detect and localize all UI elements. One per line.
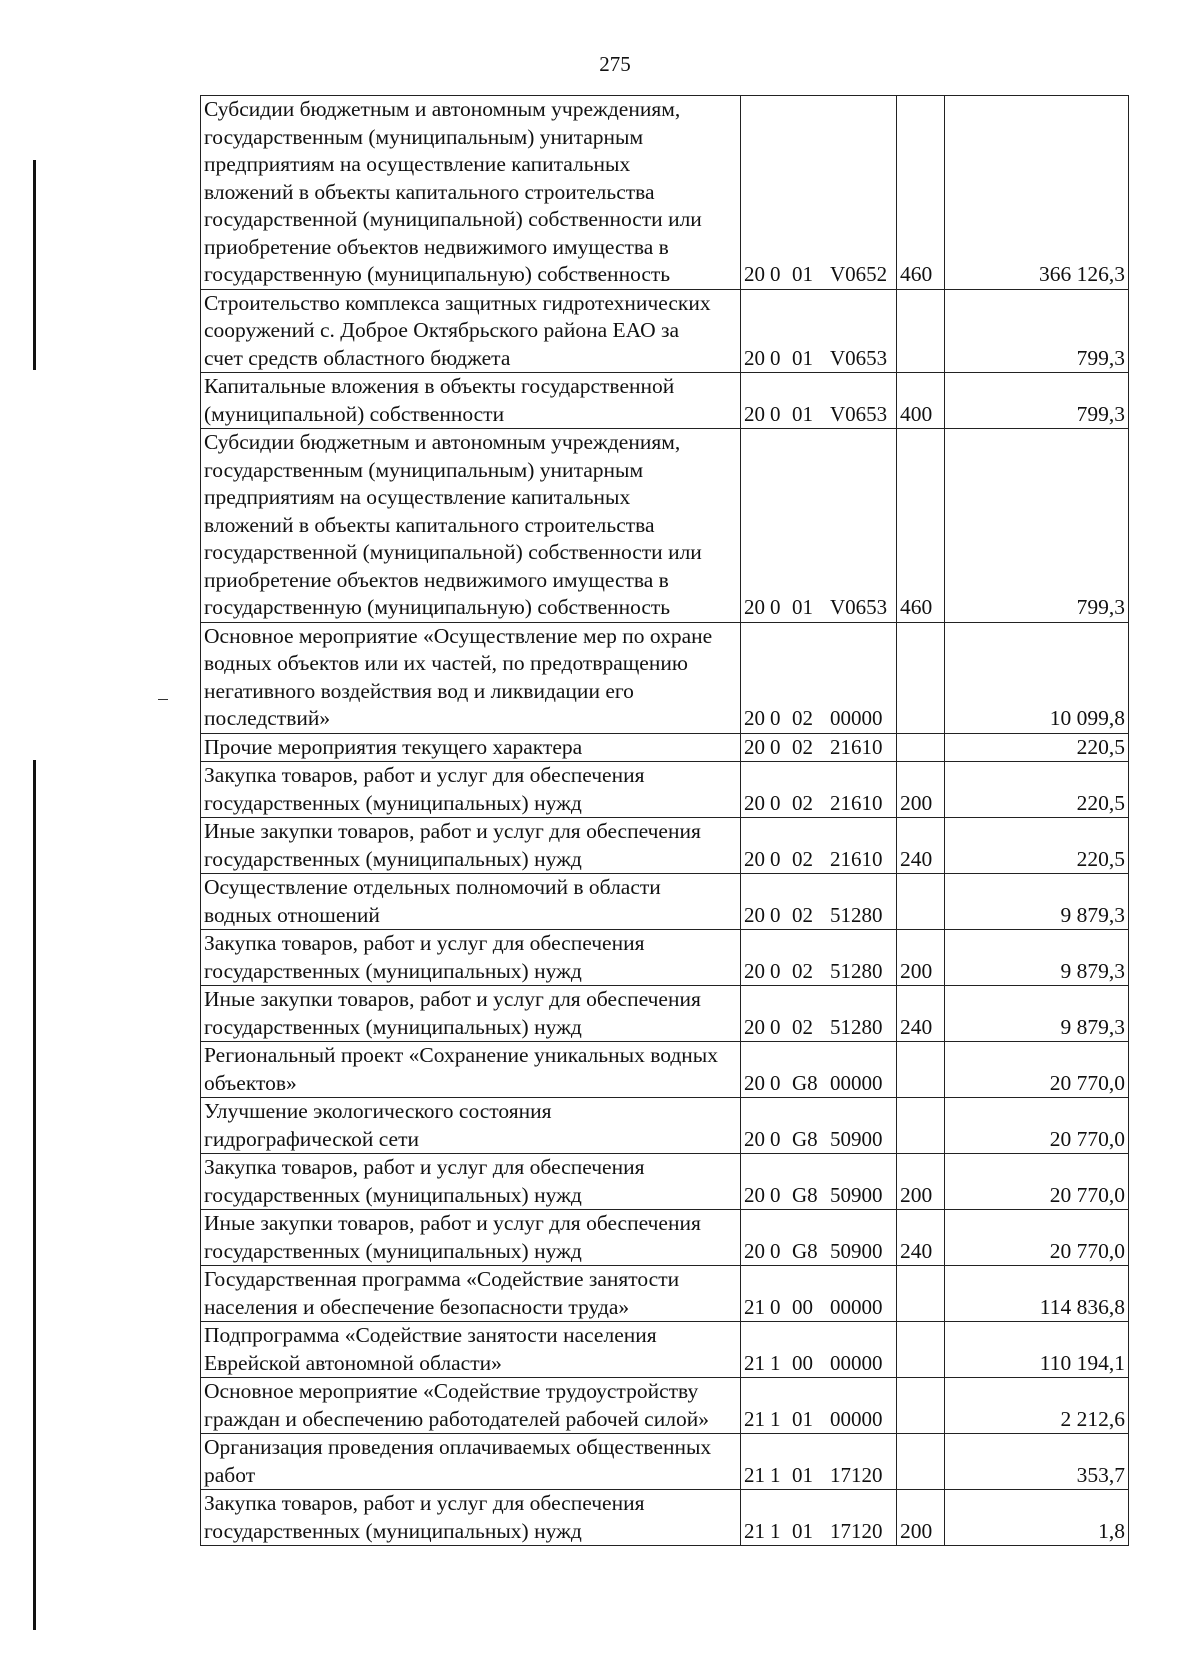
code-part: 00000	[830, 1070, 883, 1095]
code-part: V0653	[830, 345, 888, 370]
expense-type-cell	[897, 622, 945, 733]
code-part: 0	[770, 706, 781, 730]
code-part: 51280	[830, 1014, 883, 1039]
code-part: 20	[744, 846, 765, 871]
expense-type-cell	[897, 733, 945, 762]
table-row	[201, 762, 1129, 818]
table-row	[201, 373, 1129, 429]
expense-name-cell	[201, 1490, 741, 1546]
expense-name-line: Субсидии бюджетным и автономным учреждениям,	[204, 430, 681, 454]
amount-cell: 799,3	[945, 289, 1129, 373]
expense-name-line: сооружений с. Доброе Октябрьского района ЕАО за	[204, 318, 680, 342]
expense-name-line: Капитальные вложения в объекты государственной	[204, 374, 675, 398]
code-part: 0	[770, 790, 781, 815]
code-part: 20	[744, 1238, 765, 1263]
code-part: V0653	[830, 401, 888, 426]
expense-name-line: Закупка товаров, работ и услуг для обеспечения	[204, 931, 645, 955]
expense-type-cell: 200	[897, 1490, 945, 1546]
target-article-code-cell	[741, 1042, 897, 1098]
code-part: 20	[744, 902, 765, 927]
expense-name-line: государственной (муниципальной) собственности или	[204, 540, 702, 564]
expense-name-cell	[201, 1154, 741, 1210]
amount-cell: 9 879,3	[945, 874, 1129, 930]
code-part: 0	[770, 734, 781, 759]
expense-type-cell	[897, 1322, 945, 1378]
code-part: 01	[792, 262, 813, 286]
table-row	[201, 1434, 1129, 1490]
expense-type-cell: 200	[897, 762, 945, 818]
amount-cell: 799,3	[945, 429, 1129, 623]
amount-cell: 20 770,0	[945, 1042, 1129, 1098]
expense-name-line: Улучшение экологического состояния	[204, 1099, 552, 1123]
code-part: 20	[744, 706, 765, 730]
target-article-code-cell	[741, 429, 897, 623]
code-part: 02	[792, 790, 813, 815]
code-part: 0	[770, 958, 781, 983]
code-part: 00000	[830, 1406, 883, 1431]
expense-name-cell	[201, 622, 741, 733]
table-row	[201, 429, 1129, 623]
amount-cell: 110 194,1	[945, 1322, 1129, 1378]
code-part: 0	[770, 262, 781, 286]
code-part: 20	[744, 1126, 765, 1151]
expense-name-cell	[201, 930, 741, 986]
code-part: 0	[770, 1014, 781, 1039]
expense-name-line: приобретение объектов недвижимого имущества в	[204, 567, 669, 592]
amount-cell: 9 879,3	[945, 986, 1129, 1042]
code-part: 00	[792, 1294, 813, 1319]
code-part: 00000	[830, 1350, 883, 1375]
expense-type-cell	[897, 1042, 945, 1098]
code-part: 21610	[830, 846, 883, 871]
expense-name-line: государственных (муниципальных) нужд	[204, 790, 582, 815]
code-part: 21610	[830, 790, 883, 815]
expense-name-line: государственную (муниципальную) собственность	[204, 595, 671, 619]
expense-name-line: государственным (муниципальным) унитарным	[204, 124, 644, 149]
expense-type-cell	[897, 874, 945, 930]
amount-cell: 1,8	[945, 1490, 1129, 1546]
code-part: 20	[744, 595, 765, 619]
amount-cell: 20 770,0	[945, 1210, 1129, 1266]
amount-cell: 220,5	[945, 733, 1129, 762]
code-part: 20	[744, 401, 765, 426]
expense-name-line: государственным (муниципальным) унитарным	[204, 457, 644, 482]
code-part: 02	[792, 846, 813, 871]
expense-name-line: Еврейской автономной области»	[204, 1350, 502, 1375]
code-part: 20	[744, 1182, 765, 1207]
code-part: 02	[792, 1014, 813, 1039]
expense-name-line: Осуществление отдельных полномочий в области	[204, 875, 661, 899]
expense-name-line: граждан и обеспечению работодателей рабочей силой»	[204, 1406, 709, 1431]
expense-name-line: государственной (муниципальной) собственности или	[204, 207, 702, 231]
code-part: 1	[770, 1350, 781, 1375]
expense-name-cell	[201, 986, 741, 1042]
code-part: 20	[744, 958, 765, 983]
code-part: 0	[770, 1070, 781, 1095]
expense-name-line: Основное мероприятие «Осуществление мер по охране	[204, 623, 713, 648]
code-part: 0	[770, 345, 781, 370]
expense-name-line: государственных (муниципальных) нужд	[204, 846, 582, 871]
target-article-code-cell	[741, 96, 897, 290]
code-part: 0	[770, 1126, 781, 1151]
expense-name-line: Организация проведения оплачиваемых общественных	[204, 1435, 712, 1459]
table-row	[201, 289, 1129, 373]
expense-name-cell	[201, 1266, 741, 1322]
expense-name-line: предприятиям на осуществление капитальных	[204, 485, 631, 509]
amount-cell: 114 836,8	[945, 1266, 1129, 1322]
budget-table	[200, 95, 1129, 1546]
expense-type-cell	[897, 289, 945, 373]
table-row	[201, 1098, 1129, 1154]
table-row	[201, 1210, 1129, 1266]
amount-cell: 10 099,8	[945, 622, 1129, 733]
target-article-code-cell	[741, 1098, 897, 1154]
expense-name-line: предприятиям на осуществление капитальных	[204, 152, 631, 176]
code-part: 21610	[830, 734, 883, 759]
table-row	[201, 622, 1129, 733]
table-row	[201, 1042, 1129, 1098]
expense-name-line: Иные закупки товаров, работ и услуг для обеспечения	[204, 987, 701, 1011]
target-article-code-cell	[741, 762, 897, 818]
code-part: 21	[744, 1350, 765, 1375]
table-row	[201, 733, 1129, 762]
code-part: V0653	[830, 595, 888, 619]
expense-name-cell	[201, 762, 741, 818]
expense-name-line: (муниципальной) собственности	[204, 401, 505, 426]
target-article-code-cell	[741, 986, 897, 1042]
expense-type-cell	[897, 1378, 945, 1434]
code-part: 0	[770, 401, 781, 426]
expense-name-cell	[201, 289, 741, 373]
expense-name-cell	[201, 1042, 741, 1098]
code-part: 01	[792, 345, 813, 370]
code-part: 01	[792, 595, 813, 619]
expense-name-line: Строительство комплекса защитных гидротехнических	[204, 290, 711, 315]
target-article-code-cell	[741, 930, 897, 986]
code-part: 0	[770, 595, 781, 619]
expense-name-line: Государственная программа «Содействие занятости	[204, 1267, 680, 1291]
expense-name-line: Основное мероприятие «Содействие трудоустройству	[204, 1379, 699, 1403]
expense-name-line: Закупка товаров, работ и услуг для обеспечения	[204, 763, 645, 787]
scan-edge-mark-bottom	[33, 760, 36, 1630]
expense-name-line: государственных (муниципальных) нужд	[204, 1518, 582, 1543]
expense-name-line: государственных (муниципальных) нужд	[204, 958, 582, 983]
code-part: 20	[744, 734, 765, 759]
code-part: 02	[792, 706, 813, 730]
amount-cell: 9 879,3	[945, 930, 1129, 986]
code-part: 00000	[830, 706, 883, 730]
expense-type-cell	[897, 1434, 945, 1490]
expense-name-line: Подпрограмма «Содействие занятости населения	[204, 1323, 657, 1347]
expense-name-cell	[201, 733, 741, 762]
target-article-code-cell	[741, 874, 897, 930]
expense-type-cell: 460	[897, 429, 945, 623]
scan-dash-mark	[158, 699, 168, 700]
code-part: 50900	[830, 1182, 883, 1207]
table-row	[201, 1378, 1129, 1434]
code-part: V0652	[830, 262, 888, 286]
expense-name-line: водных объектов или их частей, по предотвращению	[204, 651, 688, 675]
expense-name-line: вложений в объекты капитального строительства	[204, 179, 655, 204]
code-part: 50900	[830, 1238, 883, 1263]
table-row	[201, 874, 1129, 930]
code-part: 17120	[830, 1462, 883, 1487]
expense-name-line: негативного воздействия вод и ликвидации его	[204, 678, 634, 703]
expense-name-line: государственную (муниципальную) собственность	[204, 262, 671, 286]
amount-cell: 220,5	[945, 762, 1129, 818]
expense-type-cell: 240	[897, 1210, 945, 1266]
expense-name-line: приобретение объектов недвижимого имущества в	[204, 234, 669, 259]
target-article-code-cell	[741, 818, 897, 874]
expense-name-line: государственных (муниципальных) нужд	[204, 1238, 582, 1263]
target-article-code-cell	[741, 1266, 897, 1322]
target-article-code-cell	[741, 373, 897, 429]
expense-name-line: Закупка товаров, работ и услуг для обеспечения	[204, 1155, 645, 1179]
code-part: G8	[792, 1126, 818, 1151]
code-part: G8	[792, 1070, 818, 1095]
code-part: 02	[792, 734, 813, 759]
expense-name-line: государственных (муниципальных) нужд	[204, 1014, 582, 1039]
table-row	[201, 1266, 1129, 1322]
expense-name-cell	[201, 1434, 741, 1490]
code-part: 0	[770, 846, 781, 871]
target-article-code-cell	[741, 1154, 897, 1210]
table-row	[201, 1322, 1129, 1378]
code-part: 20	[744, 345, 765, 370]
expense-name-cell	[201, 1322, 741, 1378]
expense-name-line: Прочие мероприятия текущего характера	[204, 734, 583, 759]
code-part: 02	[792, 958, 813, 983]
code-part: 20	[744, 1014, 765, 1039]
expense-type-cell: 460	[897, 96, 945, 290]
code-part: 51280	[830, 958, 883, 983]
code-part: 0	[770, 1182, 781, 1207]
table-row	[201, 818, 1129, 874]
expense-name-cell	[201, 1378, 741, 1434]
code-part: 01	[792, 1462, 813, 1487]
table-row	[201, 986, 1129, 1042]
amount-cell: 366 126,3	[945, 96, 1129, 290]
target-article-code-cell	[741, 622, 897, 733]
expense-name-cell	[201, 874, 741, 930]
code-part: 21	[744, 1462, 765, 1487]
expense-name-cell	[201, 96, 741, 290]
amount-cell: 20 770,0	[945, 1154, 1129, 1210]
expense-name-line: Иные закупки товаров, работ и услуг для обеспечения	[204, 1211, 701, 1235]
amount-cell: 20 770,0	[945, 1098, 1129, 1154]
code-part: 0	[770, 902, 781, 927]
code-part: 51280	[830, 902, 883, 927]
code-part: 01	[792, 1518, 813, 1543]
expense-name-line: последствий»	[204, 706, 331, 730]
target-article-code-cell	[741, 1210, 897, 1266]
expense-name-line: счет средств областного бюджета	[204, 345, 511, 370]
expense-name-cell	[201, 1098, 741, 1154]
amount-cell: 799,3	[945, 373, 1129, 429]
code-part: 01	[792, 401, 813, 426]
expense-name-cell	[201, 1210, 741, 1266]
table-row	[201, 930, 1129, 986]
page-number: 275	[599, 52, 631, 76]
expense-name-cell	[201, 373, 741, 429]
target-article-code-cell	[741, 1322, 897, 1378]
expense-name-line: населения и обеспечение безопасности труда»	[204, 1294, 630, 1319]
expense-type-cell: 400	[897, 373, 945, 429]
expense-name-line: объектов»	[204, 1070, 297, 1095]
code-part: 01	[792, 1406, 813, 1431]
amount-cell: 353,7	[945, 1434, 1129, 1490]
expense-name-line: водных отношений	[204, 902, 380, 927]
code-part: 00	[792, 1350, 813, 1375]
table-row	[201, 96, 1129, 290]
expense-name-line: Региональный проект «Сохранение уникальных водных	[204, 1043, 718, 1067]
expense-type-cell: 240	[897, 818, 945, 874]
code-part: 02	[792, 902, 813, 927]
code-part: 0	[770, 1238, 781, 1263]
target-article-code-cell	[741, 1490, 897, 1546]
code-part: 50900	[830, 1126, 883, 1151]
table-row	[201, 1154, 1129, 1210]
expense-type-cell: 200	[897, 1154, 945, 1210]
code-part: 20	[744, 1070, 765, 1095]
target-article-code-cell	[741, 733, 897, 762]
expense-name-line: Закупка товаров, работ и услуг для обеспечения	[204, 1491, 645, 1515]
code-part: 21	[744, 1518, 765, 1543]
expense-name-line: Субсидии бюджетным и автономным учреждениям,	[204, 97, 681, 121]
code-part: 20	[744, 262, 765, 286]
expense-name-line: вложений в объекты капитального строительства	[204, 512, 655, 537]
code-part: 1	[770, 1462, 781, 1487]
amount-cell: 220,5	[945, 818, 1129, 874]
expense-name-line: Иные закупки товаров, работ и услуг для обеспечения	[204, 819, 701, 843]
code-part: 1	[770, 1518, 781, 1543]
code-part: G8	[792, 1238, 818, 1263]
code-part: 21	[744, 1294, 765, 1319]
code-part: 1	[770, 1406, 781, 1431]
code-part: 21	[744, 1406, 765, 1431]
expense-name-line: государственных (муниципальных) нужд	[204, 1182, 582, 1207]
budget-table-body	[201, 96, 1129, 1546]
table-row	[201, 1490, 1129, 1546]
target-article-code-cell	[741, 289, 897, 373]
expense-type-cell: 240	[897, 986, 945, 1042]
expense-name-cell	[201, 818, 741, 874]
code-part: G8	[792, 1182, 818, 1207]
amount-cell: 2 212,6	[945, 1378, 1129, 1434]
code-part: 00000	[830, 1294, 883, 1319]
expense-name-line: работ	[204, 1462, 256, 1487]
code-part: 20	[744, 790, 765, 815]
target-article-code-cell	[741, 1434, 897, 1490]
scan-edge-mark-top	[33, 160, 36, 370]
expense-name-line: гидрографической сети	[204, 1126, 419, 1151]
code-part: 17120	[830, 1518, 883, 1543]
target-article-code-cell	[741, 1378, 897, 1434]
expense-type-cell	[897, 1098, 945, 1154]
expense-name-cell	[201, 429, 741, 623]
expense-type-cell: 200	[897, 930, 945, 986]
expense-type-cell	[897, 1266, 945, 1322]
code-part: 0	[770, 1294, 781, 1319]
